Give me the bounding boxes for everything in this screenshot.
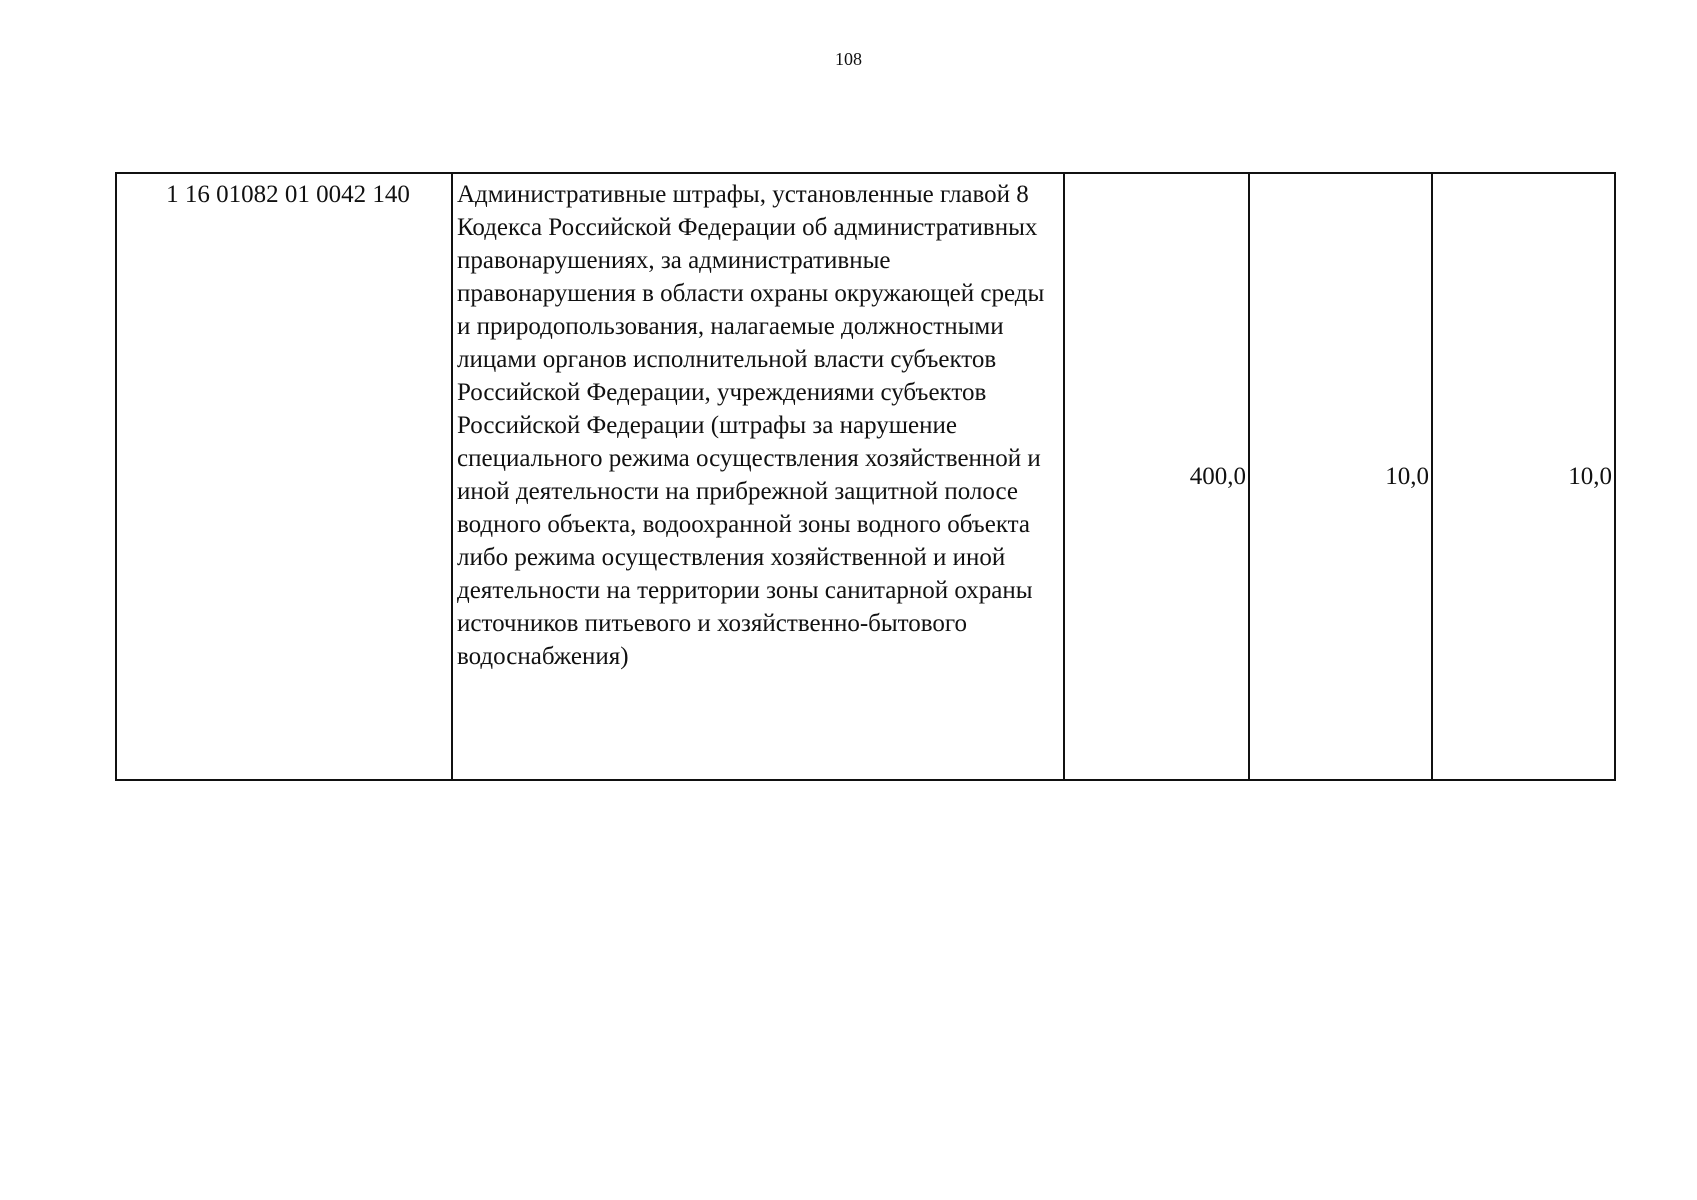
table-row (116, 173, 1615, 780)
cell-code: 1 16 01082 01 0042 140 (116, 173, 452, 780)
budget-table (115, 172, 1616, 781)
cell-value-3: 10,0 (1432, 173, 1615, 780)
cell-name: Административные штрафы, установленные главой 8 Кодекса Российской Федерации об административных правонарушениях, за административные правонарушения в области охраны окружающей среды и природопользования, налагаемые должностными лицами органов исполнительной власти субъектов Российской Федерации, учреждениями субъектов Российской Федерации (штрафы за нарушение специального режима осуществления хозяйственной и иной деятельности на прибрежной защитной полосе водного объекта, водоохранной зоны водного объекта либо режима осуществления хозяйственной и иной деятельности на территории зоны санитарной охраны источников питьевого и хозяйственно-бытового водоснабжения) (452, 173, 1064, 780)
cell-value-2: 10,0 (1249, 173, 1432, 780)
page-number: 108 (835, 49, 862, 69)
cell-value-1: 400,0 (1064, 173, 1249, 780)
